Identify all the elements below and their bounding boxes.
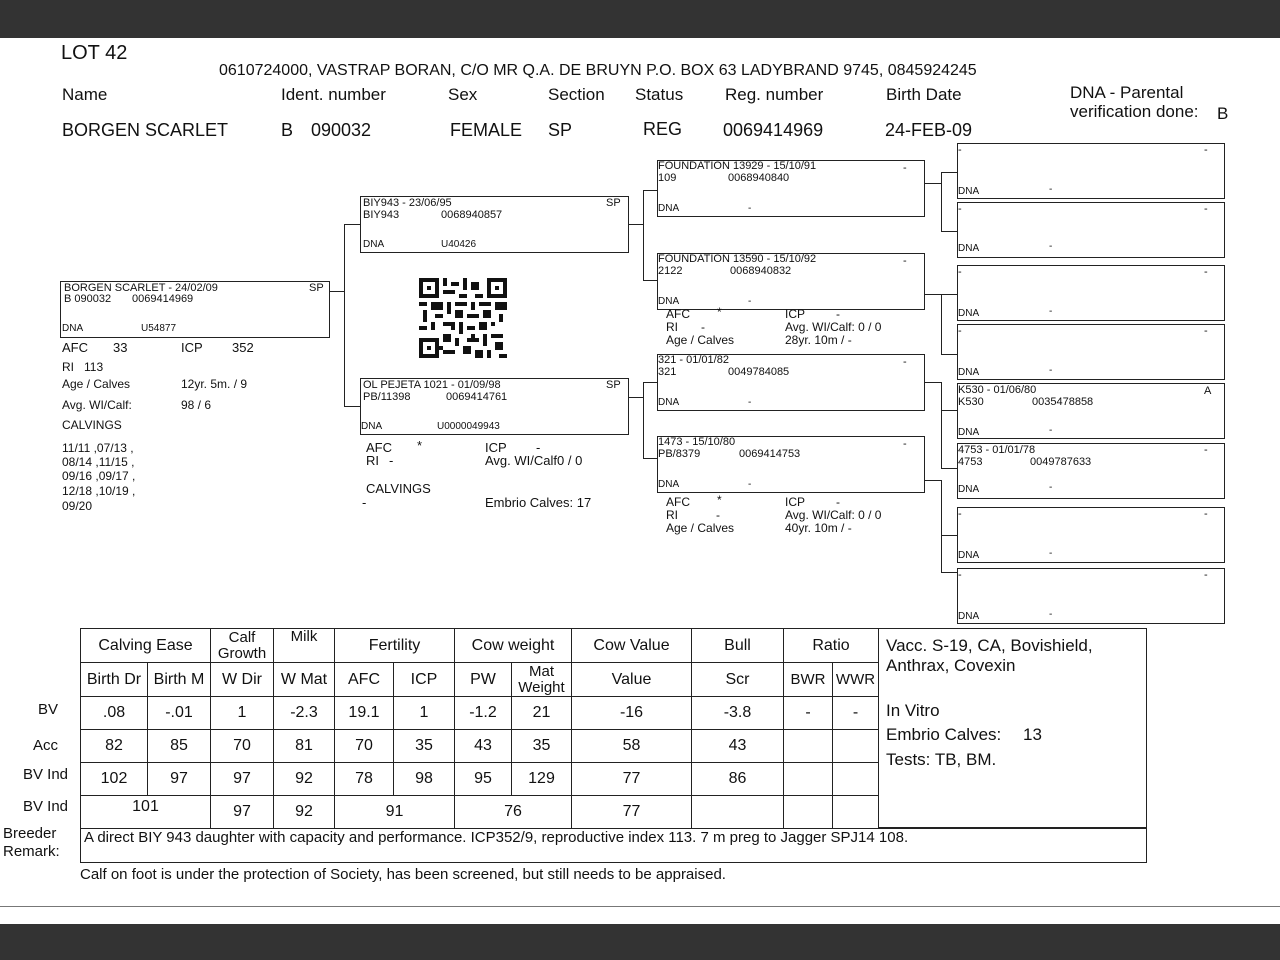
table-cell-acc: 43 (691, 729, 784, 763)
dam-ri: - (389, 453, 394, 468)
divider (0, 906, 1280, 907)
dam-reg: 0069414761 (446, 391, 508, 403)
dam-ident: PB/11398 (363, 391, 411, 403)
great-dna-label: DNA (958, 484, 980, 495)
great-reg: 0035478858 (1032, 396, 1094, 408)
table-col-header: WWR (832, 662, 879, 697)
table-col-header: Mat Weight (511, 662, 572, 697)
table-cell-acc: 85 (147, 729, 211, 763)
dam-dna-label: DNA (361, 421, 383, 432)
dam-box (360, 378, 629, 435)
animal-calving-line: 09/16 ,09/17 , (62, 469, 136, 483)
grand-ident: PB/8379 (658, 448, 701, 460)
grand-dna-label: DNA (658, 203, 680, 214)
table-col-header: ICP (393, 662, 455, 697)
grand-afc-label: AFC (666, 495, 690, 509)
remarks-embrio-label: Embrio Calves: (886, 725, 1002, 744)
great-grandparent-box (957, 507, 1225, 563)
table-cell-bvind-group: 97 (210, 795, 274, 829)
grand-section: - (903, 356, 907, 368)
great-ident: 4753 (958, 456, 983, 468)
grand-reg: 0049784085 (728, 366, 790, 378)
sire-ident: BIY943 (363, 209, 400, 221)
table-group-header: Milk (273, 628, 335, 663)
table-group-header: Cow weight (454, 628, 572, 663)
grand-age-label: Age / Calves (666, 521, 735, 535)
grand-title: 1473 - 15/10/80 (658, 436, 736, 448)
animal-box-title: BORGEN SCARLET - 24/02/09 (64, 282, 218, 294)
table-cell-bvind-group: 76 (454, 795, 572, 829)
table-cell-acc: 82 (80, 729, 148, 763)
grand-wt-label: Avg. WI/Calf: 0 / 0 (785, 320, 882, 334)
great-title: - (958, 266, 962, 278)
animal-box-reg: 0069414969 (132, 293, 194, 305)
great-grandparent-box (957, 443, 1225, 499)
dam-icp: - (536, 440, 541, 455)
grandparent-box (657, 436, 925, 493)
animal-afc: 33 (113, 340, 128, 355)
table-cell-bv: 1 (393, 696, 455, 730)
great-grandparent-box (957, 383, 1225, 439)
grand-ident: 321 (658, 366, 677, 378)
remarks-tests: Tests: TB, BM. (886, 750, 997, 769)
animal-ri: 113 (84, 360, 104, 374)
great-title: - (958, 508, 962, 520)
animal-wt-label: Avg. WI/Calf: (62, 398, 132, 412)
value-reg: 0069414969 (723, 120, 824, 140)
sire-dna-label: DNA (363, 239, 385, 250)
great-section: - (1204, 266, 1208, 278)
label-dna: DNA - Parental (1070, 83, 1184, 102)
table-group-header: Calf Growth (210, 628, 274, 663)
table-cell-bv: -16 (571, 696, 692, 730)
value-ident: 090032 (311, 120, 372, 140)
grand-title: FOUNDATION 13590 - 15/10/92 (658, 253, 817, 265)
great-dna-code: - (1049, 365, 1053, 376)
great-section: - (1204, 444, 1208, 456)
animal-box (60, 281, 330, 338)
grand-reg: 0068940840 (728, 172, 790, 184)
value-section: SP (548, 120, 573, 140)
grand-title: 321 - 01/01/82 (658, 354, 729, 366)
row-label-bv: BV (37, 701, 58, 718)
dam-calvings-label: CALVINGS (366, 481, 431, 496)
animal-ri-label: RI (62, 360, 74, 374)
great-title: K530 - 01/06/80 (958, 384, 1037, 396)
grand-icp: - (836, 307, 840, 321)
sire-dna-code: U40426 (441, 239, 477, 250)
table-cell-acc: 70 (210, 729, 274, 763)
table-col-header: AFC (334, 662, 394, 697)
animal-afc-label: AFC (62, 340, 88, 355)
great-dna-label: DNA (958, 243, 980, 254)
dam-calvings: - (362, 495, 367, 510)
grand-dna-label: DNA (658, 296, 680, 307)
table-cell-bvind (783, 762, 833, 796)
value-ident-prefix: B (281, 120, 294, 140)
table-cell-bvind-group: 92 (273, 795, 335, 829)
animal-age-label: Age / Calves (62, 377, 131, 391)
animal-calving-line: 09/20 (62, 499, 93, 513)
sire-title: BIY943 - 23/06/95 (363, 197, 452, 209)
great-title: 4753 - 01/01/78 (958, 444, 1036, 456)
great-grandparent-box (957, 143, 1225, 199)
label-birth: Birth Date (886, 85, 962, 104)
grand-age: 28yr. 10m / - (785, 333, 852, 347)
grand-reg: 0069414753 (739, 448, 801, 460)
table-cell-bvind: 92 (273, 762, 335, 796)
grand-age: 40yr. 10m / - (785, 521, 852, 535)
lot-number: LOT 42 (61, 42, 128, 64)
great-grandparent-box (957, 324, 1225, 380)
grand-section: - (903, 438, 907, 450)
great-section: A (1204, 385, 1212, 397)
table-cell-acc (832, 729, 879, 763)
great-dna-code: - (1049, 425, 1053, 436)
great-dna-code: - (1049, 548, 1053, 559)
great-dna-label: DNA (958, 550, 980, 561)
great-reg: 0049787633 (1030, 456, 1092, 468)
great-section: - (1204, 144, 1208, 156)
table-cell-acc: 70 (334, 729, 394, 763)
animal-icp: 352 (232, 340, 254, 355)
table-group-header: Calving Ease (80, 628, 211, 663)
dam-title: OL PEJETA 1021 - 01/09/98 (363, 379, 501, 391)
great-section: - (1204, 569, 1208, 581)
table-cell-bv: - (832, 696, 879, 730)
grand-afc-label: AFC (666, 307, 690, 321)
remarks-vacc: Vacc. S-19, CA, Bovishield, (886, 636, 1093, 655)
dam-section: SP (606, 379, 621, 391)
great-dna-label: DNA (958, 367, 980, 378)
table-col-header: Birth M (147, 662, 211, 697)
grand-dna-code: - (748, 479, 752, 490)
grand-ident: 109 (658, 172, 677, 184)
value-name: BORGEN SCARLET (62, 120, 229, 140)
dam-ri-label: RI (366, 453, 379, 468)
grand-icp-label: ICP (785, 495, 806, 509)
grand-age-label: Age / Calves (666, 333, 735, 347)
great-section: - (1204, 508, 1208, 520)
bottom-bar (0, 924, 1280, 960)
great-ident: K530 (958, 396, 984, 408)
great-section: - (1204, 203, 1208, 215)
table-cell-bvind: 86 (691, 762, 784, 796)
table-group-header: Cow Value (571, 628, 692, 663)
table-col-header: W Mat (273, 662, 335, 697)
owner-line: 0610724000, VASTRAP BORAN, C/O MR Q.A. DE BRUYN P.O. BOX 63 LADYBRAND 9745, 0845924245 (219, 62, 977, 79)
great-dna-code: - (1049, 241, 1053, 252)
grand-dna-code: - (748, 203, 752, 214)
great-title: - (958, 144, 962, 156)
great-section: - (1204, 325, 1208, 337)
grand-ri: - (701, 320, 705, 334)
table-col-header: Scr (691, 662, 784, 697)
animal-box-dna-code: U54877 (141, 323, 177, 334)
dam-embrio: Embrio Calves: 17 (485, 495, 592, 510)
grandparent-box (657, 160, 925, 217)
dam-afc: * (417, 438, 423, 453)
table-cell-acc: 43 (454, 729, 512, 763)
great-dna-label: DNA (958, 611, 980, 622)
table-cell-bvind: 102 (80, 762, 148, 796)
animal-box-ident: B 090032 (64, 293, 112, 305)
grand-icp-label: ICP (785, 307, 806, 321)
grand-section: - (903, 162, 907, 174)
table-cell-bvind-group (691, 795, 784, 829)
table-col-header: PW (454, 662, 512, 697)
value-dna: B (1217, 104, 1229, 123)
great-dna-code: - (1049, 184, 1053, 195)
grand-ri: - (716, 508, 720, 522)
grand-dna-code: - (748, 397, 752, 408)
great-dna-label: DNA (958, 308, 980, 319)
table-cell-bvind-group: 101 (80, 795, 211, 829)
breeder-label: Breeder (3, 825, 57, 842)
table-cell-bv: -.01 (147, 696, 211, 730)
table-cell-bvind: 97 (147, 762, 211, 796)
grand-dna-label: DNA (658, 397, 680, 408)
great-dna-code: - (1049, 609, 1053, 620)
footnote: Calf on foot is under the protection of Society, has been screened, but still needs to be appraised. (80, 866, 726, 883)
dam-wt-label: Avg. WI/Calf0 / 0 (485, 453, 583, 468)
table-cell-bvind: 129 (511, 762, 572, 796)
table-cell-bvind: 97 (210, 762, 274, 796)
great-grandparent-box (957, 568, 1225, 624)
table-cell-bv: - (783, 696, 833, 730)
great-title: - (958, 203, 962, 215)
table-cell-acc: 58 (571, 729, 692, 763)
label-name: Name (62, 85, 108, 104)
table-col-header: Value (571, 662, 692, 697)
great-grandparent-box (957, 265, 1225, 321)
animal-box-section: SP (309, 282, 324, 294)
animal-icp-label: ICP (181, 340, 203, 355)
table-group-header: Bull (691, 628, 784, 663)
sire-box (360, 196, 629, 253)
table-cell-bvind: 78 (334, 762, 394, 796)
great-dna-label: DNA (958, 186, 980, 197)
animal-calving-line: 12/18 ,10/19 , (62, 484, 136, 498)
label-ident: Ident. number (281, 85, 386, 104)
table-col-header: Birth Dr (80, 662, 148, 697)
row-label-bvind: BV Ind (22, 766, 68, 783)
breeder-remark-box (80, 828, 1147, 863)
breeder-label-2: Remark: (3, 843, 60, 860)
animal-calving-line: 08/14 ,11/15 , (62, 455, 135, 469)
animal-calving-line: 11/11 ,07/13 , (62, 441, 134, 455)
qr-code-icon (419, 277, 507, 359)
table-col-header: W Dir (210, 662, 274, 697)
label-status: Status (635, 85, 684, 104)
grand-title: FOUNDATION 13929 - 15/10/91 (658, 160, 817, 172)
row-label-bvind-2: BV Ind (22, 798, 68, 815)
grand-dna-label: DNA (658, 479, 680, 490)
great-grandparent-box (957, 202, 1225, 258)
remarks-box (878, 628, 1147, 828)
table-cell-bvind-group (832, 795, 879, 829)
animal-age: 12yr. 5m. / 9 (181, 377, 248, 391)
table-cell-acc (783, 729, 833, 763)
label-dna-2: verification done: (1070, 102, 1199, 121)
table-cell-bvind (832, 762, 879, 796)
dam-afc-label: AFC (366, 440, 392, 455)
table-cell-acc: 35 (393, 729, 455, 763)
great-title: - (958, 325, 962, 337)
grand-wt-label: Avg. WI/Calf: 0 / 0 (785, 508, 882, 522)
grandparent-box (657, 253, 925, 310)
great-dna-code: - (1049, 482, 1053, 493)
grand-ri-label: RI (666, 320, 678, 334)
value-status: REG (643, 119, 683, 139)
grand-ri-label: RI (666, 508, 678, 522)
table-col-header: BWR (783, 662, 833, 697)
grandparent-box (657, 354, 925, 411)
grand-section: - (903, 255, 907, 267)
table-cell-bv: -1.2 (454, 696, 512, 730)
top-bar (0, 0, 1280, 38)
table-cell-bv: 19.1 (334, 696, 394, 730)
label-section: Section (548, 85, 605, 104)
row-label-acc: Acc (32, 737, 58, 754)
table-cell-acc: 81 (273, 729, 335, 763)
grand-afc: * (717, 493, 722, 507)
animal-wt: 98 / 6 (181, 398, 212, 412)
table-cell-bv: -2.3 (273, 696, 335, 730)
sire-section: SP (606, 197, 621, 209)
grand-reg: 0068940832 (730, 265, 792, 277)
sire-reg: 0068940857 (441, 209, 503, 221)
animal-calvings-label: CALVINGS (62, 418, 122, 432)
great-dna-code: - (1049, 306, 1053, 317)
great-dna-label: DNA (958, 427, 980, 438)
table-cell-bvind: 77 (571, 762, 692, 796)
table-cell-acc: 35 (511, 729, 572, 763)
table-cell-bvind-group (783, 795, 833, 829)
grand-ident: 2122 (658, 265, 683, 277)
dam-dna-code: U0000049943 (437, 421, 500, 432)
table-cell-bv: .08 (80, 696, 148, 730)
table-cell-bvind: 95 (454, 762, 512, 796)
table-group-header: Fertility (334, 628, 455, 663)
remarks-vacc-2: Anthrax, Covexin (886, 656, 1016, 675)
remarks-invitro: In Vitro (886, 701, 940, 720)
remarks-embrio: 13 (1023, 725, 1042, 744)
grand-icp: - (836, 495, 840, 509)
table-cell-bvind-group: 77 (571, 795, 692, 829)
value-birth: 24-FEB-09 (885, 120, 973, 140)
label-reg: Reg. number (725, 85, 824, 104)
breeder-remark: A direct BIY 943 daughter with capacity and performance. ICP352/9, reproductive index 113. 7 m preg to Jagger SPJ14 108. (84, 829, 909, 846)
dam-icp-label: ICP (485, 440, 507, 455)
table-cell-bvind-group: 91 (334, 795, 455, 829)
value-sex: FEMALE (450, 120, 523, 140)
table-cell-bvind: 98 (393, 762, 455, 796)
grand-afc: * (717, 305, 722, 319)
table-cell-bv: -3.8 (691, 696, 784, 730)
table-cell-bv: 21 (511, 696, 572, 730)
label-sex: Sex (448, 85, 478, 104)
table-group-header: Ratio (783, 628, 879, 663)
animal-box-dna-label: DNA (62, 323, 84, 334)
grand-dna-code: - (748, 296, 752, 307)
table-cell-bv: 1 (210, 696, 274, 730)
great-title: - (958, 569, 962, 581)
